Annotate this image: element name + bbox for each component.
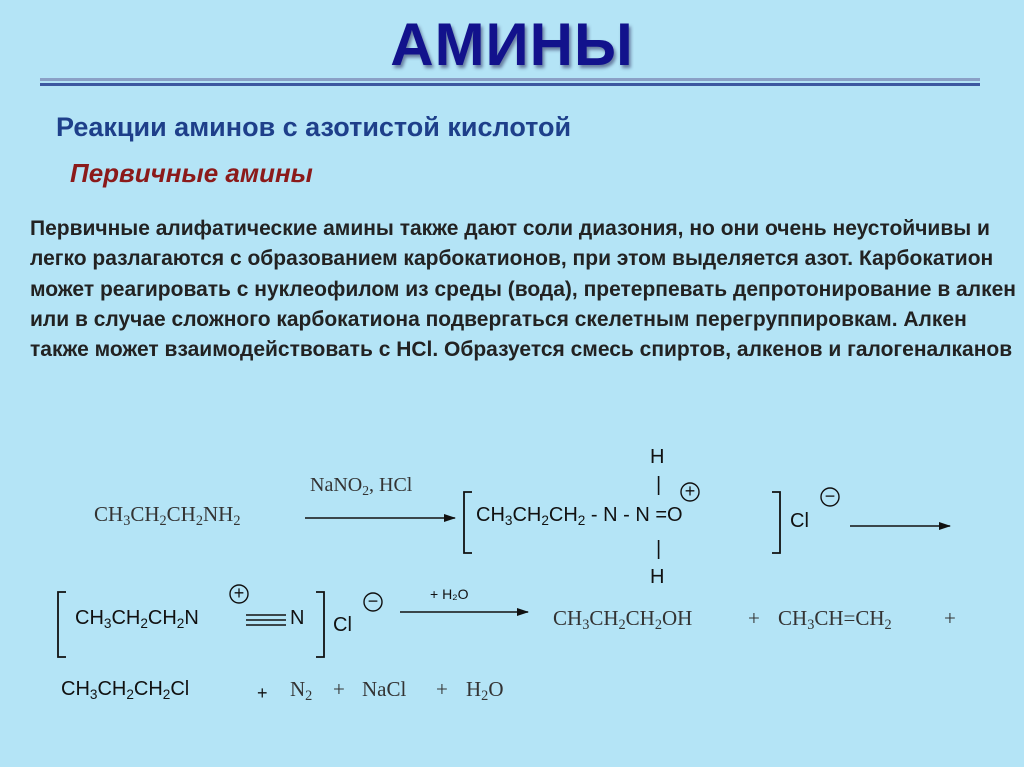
reactant-propylamine: $CH_3CH_2CH_2NH_2$ <box>94 502 241 529</box>
product-propanol: $CH_3CH_2CH_2OH$ <box>553 606 693 633</box>
plus-sign: + <box>257 683 268 703</box>
description-paragraph: Первичные алифатические амины также дают соли диазония, но они очень неустойчивы и легко разлагаются с образованием карбокатионов, при этом выделяется азот. Карбокатион может реагировать с нуклеофилом из среды (вода), претерпевать депротонирование в алкен или в случае сложного карбокатиона подвергаться скелетным перегруппировкам. Алкен также может взаимодействовать с HCl. Образуется смесь спиртов, алкенов и галогеналканов <box>30 217 1016 362</box>
plus-charge-circle-1 <box>681 483 699 501</box>
hydrogen-top: H <box>650 446 665 468</box>
product-nacl: NaCl <box>362 677 407 701</box>
product-chloropropane: $CH_3CH_2CH_2Cl$ <box>61 678 190 702</box>
diazonium-positive-charge: + <box>233 583 245 603</box>
product-propene: $CH_3CH=CH_2$ <box>778 606 892 633</box>
bracket-right-2 <box>316 592 324 657</box>
reagent-water: + H₂O <box>430 586 469 602</box>
plus-sign: + <box>944 606 956 630</box>
intermediate-nitrosamine: $CH_3CH_2CH_2 - N - N =O$ <box>476 504 683 528</box>
minus-charge-circle-2 <box>364 593 382 611</box>
plus-sign: + <box>333 677 345 701</box>
minus-charge-circle-1 <box>821 488 839 506</box>
plus-sign: + <box>748 606 760 630</box>
plus-sign: + <box>436 677 448 701</box>
diazonium-negative-charge: − <box>367 591 379 611</box>
diazonium-cation: $CH_3CH_2CH_2N$ <box>75 607 199 631</box>
bracket-left-1 <box>464 492 472 553</box>
plus-charge-circle-2 <box>230 585 248 603</box>
bracket-right-1 <box>772 492 780 553</box>
bond-top: | <box>656 474 662 496</box>
triple-bond <box>246 615 286 625</box>
product-nitrogen: $N_2$ <box>290 677 313 704</box>
positive-charge: + <box>684 481 696 501</box>
reagent-nano2-hcl: NaNO$_2$, HCl <box>310 474 413 498</box>
topic-heading: Первичные амины <box>70 158 313 188</box>
section-subtitle: Реакции аминов с азотистой кислотой <box>56 112 572 142</box>
chloride-counterion: Cl <box>790 510 809 532</box>
negative-charge: − <box>824 486 836 506</box>
hydrogen-bottom: H <box>650 566 665 588</box>
product-water: $H_2O$ <box>466 677 504 704</box>
slide-title: АМИНЫ <box>390 11 634 78</box>
diazonium-counterion: Cl <box>333 614 352 636</box>
terminal-nitrogen: N <box>290 607 305 629</box>
bond-bottom: | <box>656 538 662 560</box>
bracket-left-2 <box>58 592 66 657</box>
